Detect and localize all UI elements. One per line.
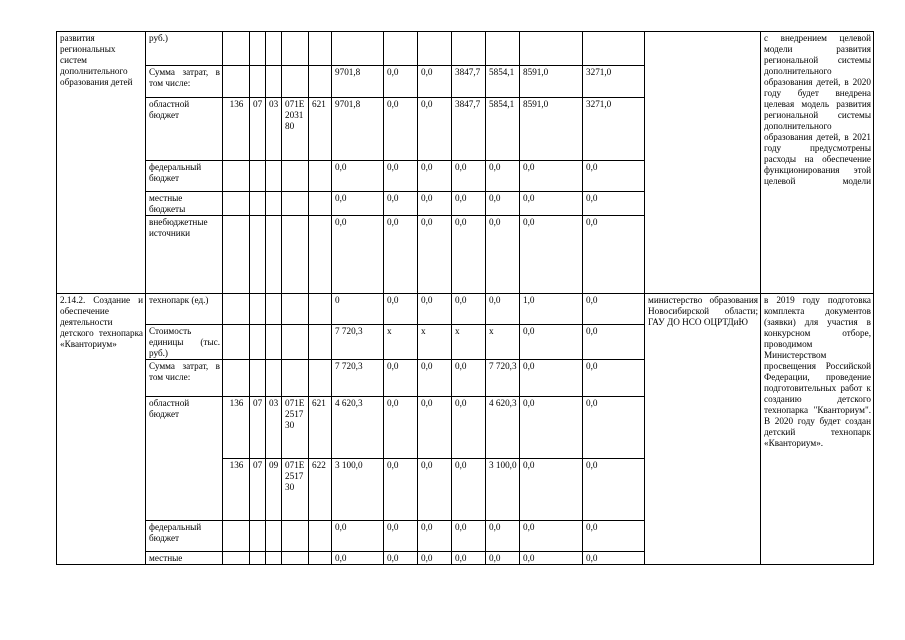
code-csr-cell	[282, 192, 309, 216]
code-csr-cell	[282, 66, 309, 98]
value-cell: 0	[332, 294, 384, 325]
value-cell: 0,0	[583, 294, 645, 325]
value-cell: 0,0	[452, 360, 486, 397]
code-vr-cell: 622	[309, 459, 332, 521]
code-rz-cell	[250, 294, 266, 325]
value-cell: 0,0	[384, 360, 418, 397]
value-cell: 0,0	[418, 397, 452, 459]
value-cell: 0,0	[520, 521, 583, 552]
activity-name-cell: развития региональных систем дополнительного образования детей	[57, 32, 146, 294]
source-label-cell: областной бюджет	[146, 397, 223, 521]
value-cell: 0,0	[583, 360, 645, 397]
source-label-cell: руб.)	[146, 32, 223, 66]
code-csr-cell: 071Е251730	[282, 459, 309, 521]
code-pr-cell	[266, 216, 282, 294]
source-label-cell: внебюджетные источники	[146, 216, 223, 294]
value-cell: 1,0	[520, 294, 583, 325]
value-cell: 0,0	[520, 216, 583, 294]
code-pr-cell	[266, 32, 282, 66]
value-cell: 0,0	[384, 98, 418, 161]
value-cell: 0,0	[332, 161, 384, 192]
source-label-cell: федеральный бюджет	[146, 161, 223, 192]
value-cell: 0,0	[384, 161, 418, 192]
code-csr-cell	[282, 325, 309, 360]
value-cell: 0,0	[418, 98, 452, 161]
value-cell	[332, 32, 384, 66]
value-cell: 0,0	[418, 161, 452, 192]
value-cell: 0,0	[486, 216, 520, 294]
value-cell: 0,0	[583, 192, 645, 216]
value-cell: 0,0	[384, 66, 418, 98]
code-pr-cell	[266, 294, 282, 325]
value-cell: 0,0	[418, 360, 452, 397]
value-cell: 3847,7	[452, 66, 486, 98]
value-cell: 0,0	[332, 216, 384, 294]
value-cell: 0,0	[332, 552, 384, 565]
code-vr-cell	[309, 32, 332, 66]
code-pr-cell	[266, 360, 282, 397]
value-cell: 0,0	[452, 521, 486, 552]
value-cell: 0,0	[418, 192, 452, 216]
value-cell: 0,0	[583, 161, 645, 192]
value-cell: 0,0	[452, 552, 486, 565]
value-cell: 3 100,0	[332, 459, 384, 521]
code-pr-cell: 03	[266, 397, 282, 459]
value-cell: 3 100,0	[486, 459, 520, 521]
source-label-cell: областной бюджет	[146, 98, 223, 161]
value-cell: 0,0	[520, 360, 583, 397]
code-grbs-cell: 136	[223, 459, 250, 521]
value-cell: 0,0	[520, 552, 583, 565]
source-label-cell: Сумма затрат, в том числе:	[146, 360, 223, 397]
source-label-cell: Стоимость единицы (тыс. руб.)	[146, 325, 223, 360]
code-csr-cell: 071Е203180	[282, 98, 309, 161]
value-cell: 8591,0	[520, 66, 583, 98]
value-cell: 9701,8	[332, 66, 384, 98]
value-cell: 0,0	[452, 192, 486, 216]
value-cell: 3271,0	[583, 98, 645, 161]
code-vr-cell: 621	[309, 98, 332, 161]
code-vr-cell: 621	[309, 397, 332, 459]
value-cell	[520, 32, 583, 66]
code-rz-cell	[250, 216, 266, 294]
code-rz-cell: 07	[250, 98, 266, 161]
code-pr-cell: 03	[266, 98, 282, 161]
value-cell: 7 720,3	[332, 360, 384, 397]
value-cell: х	[384, 325, 418, 360]
code-rz-cell	[250, 192, 266, 216]
value-cell: 0,0	[486, 161, 520, 192]
source-label-cell: технопарк (ед.)	[146, 294, 223, 325]
value-cell: 4 620,3	[486, 397, 520, 459]
source-label-cell: местные	[146, 552, 223, 565]
code-pr-cell	[266, 521, 282, 552]
value-cell: 0,0	[583, 216, 645, 294]
code-rz-cell	[250, 360, 266, 397]
value-cell: 3271,0	[583, 66, 645, 98]
code-csr-cell	[282, 161, 309, 192]
code-vr-cell	[309, 216, 332, 294]
value-cell: 0,0	[418, 521, 452, 552]
value-cell: 0,0	[418, 216, 452, 294]
value-cell: 0,0	[384, 192, 418, 216]
code-rz-cell	[250, 66, 266, 98]
code-vr-cell	[309, 294, 332, 325]
code-rz-cell: 07	[250, 397, 266, 459]
code-vr-cell	[309, 521, 332, 552]
code-grbs-cell	[223, 192, 250, 216]
code-grbs-cell	[223, 216, 250, 294]
source-label-cell: местные бюджеты	[146, 192, 223, 216]
value-cell: 0,0	[418, 459, 452, 521]
code-grbs-cell: 136	[223, 397, 250, 459]
code-grbs-cell	[223, 521, 250, 552]
code-csr-cell: 071Е251730	[282, 397, 309, 459]
code-grbs-cell: 136	[223, 98, 250, 161]
code-vr-cell	[309, 552, 332, 565]
code-vr-cell	[309, 161, 332, 192]
code-pr-cell	[266, 66, 282, 98]
code-grbs-cell	[223, 294, 250, 325]
value-cell	[384, 32, 418, 66]
value-cell: 0,0	[452, 161, 486, 192]
value-cell	[418, 32, 452, 66]
value-cell: 0,0	[384, 216, 418, 294]
table-row	[57, 294, 874, 325]
code-csr-cell	[282, 521, 309, 552]
value-cell: 0,0	[452, 397, 486, 459]
code-vr-cell	[309, 325, 332, 360]
value-cell: 0,0	[418, 66, 452, 98]
code-csr-cell	[282, 32, 309, 66]
code-vr-cell	[309, 192, 332, 216]
value-cell: 0,0	[583, 325, 645, 360]
value-cell: 8591,0	[520, 98, 583, 161]
value-cell: 0,0	[418, 294, 452, 325]
value-cell: 0,0	[452, 294, 486, 325]
value-cell: 0,0	[520, 161, 583, 192]
result-cell: с внедрением целевой модели развития региональной системы дополнительного образования детей, в 2020 году будет внедрена целевая модель развития региональной системы дополнительного образования детей, в 2021 году предусмотрены расходы на обеспечение функционирования этой целевой модели	[761, 32, 874, 294]
executor-cell	[645, 32, 761, 294]
value-cell: 0,0	[583, 459, 645, 521]
value-cell: х	[418, 325, 452, 360]
code-rz-cell: 07	[250, 459, 266, 521]
source-label-cell: федеральный бюджет	[146, 521, 223, 552]
value-cell	[583, 32, 645, 66]
code-pr-cell	[266, 161, 282, 192]
value-cell: 5854,1	[486, 66, 520, 98]
value-cell: 0,0	[384, 521, 418, 552]
value-cell: 7 720,3	[332, 325, 384, 360]
code-grbs-cell	[223, 66, 250, 98]
value-cell: 0,0	[520, 459, 583, 521]
code-pr-cell	[266, 192, 282, 216]
code-csr-cell	[282, 294, 309, 325]
value-cell	[452, 32, 486, 66]
value-cell: 0,0	[384, 294, 418, 325]
table-row	[57, 32, 874, 66]
executor-cell: министерство образования Новосибирской области; ГАУ ДО НСО ОЦРТДиЮ	[645, 294, 761, 565]
value-cell: 5854,1	[486, 98, 520, 161]
value-cell: 0,0	[452, 216, 486, 294]
value-cell: 0,0	[332, 192, 384, 216]
value-cell: х	[486, 325, 520, 360]
value-cell: 0,0	[520, 192, 583, 216]
value-cell: 0,0	[384, 552, 418, 565]
activity-name-cell: 2.14.2. Создание и обеспечение деятельности детского технопарка «Кванториум»	[57, 294, 146, 565]
value-cell: 0,0	[583, 552, 645, 565]
code-vr-cell	[309, 66, 332, 98]
value-cell: 0,0	[583, 397, 645, 459]
result-cell: в 2019 году подготовка комплекта документов (заявки) для участия в конкурсном отборе, проводимом Министерством просвещения Российской Федерации, проведение подготовительных работ к созданию детского технопарка "Кванториум". В 2020 году будет создан детский технопарк «Кванториум».	[761, 294, 874, 565]
code-grbs-cell	[223, 32, 250, 66]
code-rz-cell	[250, 161, 266, 192]
value-cell: 4 620,3	[332, 397, 384, 459]
code-rz-cell	[250, 32, 266, 66]
code-grbs-cell	[223, 161, 250, 192]
value-cell: х	[452, 325, 486, 360]
value-cell: 0,0	[486, 521, 520, 552]
source-label-cell: Сумма затрат, в том числе:	[146, 66, 223, 98]
value-cell: 7 720,3	[486, 360, 520, 397]
value-cell: 3847,7	[452, 98, 486, 161]
value-cell: 0,0	[486, 552, 520, 565]
value-cell: 0,0	[418, 552, 452, 565]
code-grbs-cell	[223, 325, 250, 360]
value-cell: 0,0	[486, 192, 520, 216]
code-pr-cell	[266, 552, 282, 565]
code-grbs-cell	[223, 552, 250, 565]
value-cell	[486, 32, 520, 66]
code-rz-cell	[250, 552, 266, 565]
code-csr-cell	[282, 360, 309, 397]
code-pr-cell: 09	[266, 459, 282, 521]
code-csr-cell	[282, 552, 309, 565]
code-vr-cell	[309, 360, 332, 397]
value-cell: 0,0	[384, 459, 418, 521]
code-pr-cell	[266, 325, 282, 360]
value-cell: 0,0	[520, 397, 583, 459]
value-cell: 0,0	[384, 397, 418, 459]
value-cell: 0,0	[332, 521, 384, 552]
value-cell: 0,0	[583, 521, 645, 552]
code-grbs-cell	[223, 360, 250, 397]
value-cell: 0,0	[486, 294, 520, 325]
code-rz-cell	[250, 521, 266, 552]
value-cell: 0,0	[452, 459, 486, 521]
code-rz-cell	[250, 325, 266, 360]
value-cell: 9701,8	[332, 98, 384, 161]
code-csr-cell	[282, 216, 309, 294]
program-table	[56, 31, 874, 565]
value-cell: 0,0	[520, 325, 583, 360]
